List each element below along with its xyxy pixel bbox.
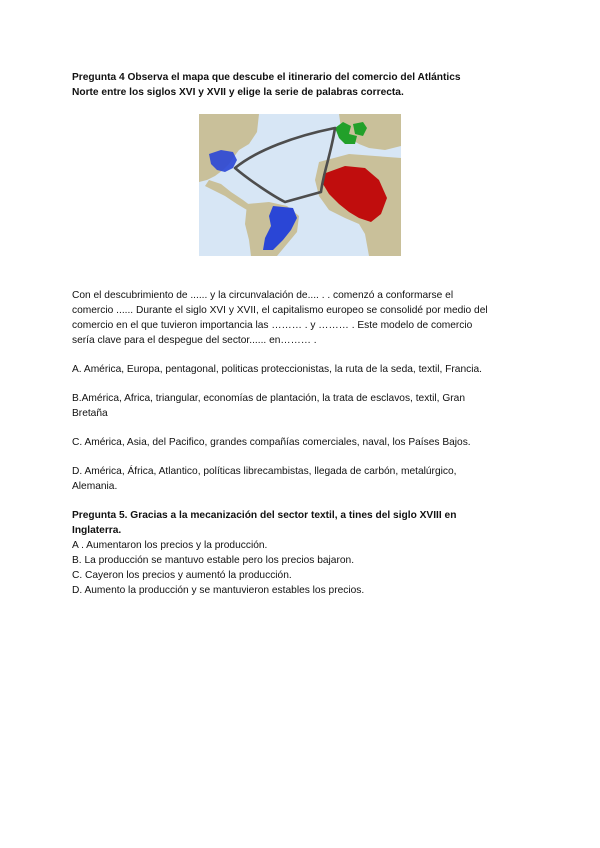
question-4-title-line-2: Norte entre los siglos XVI y XVII y elige la serie de palabras correcta. — [72, 87, 404, 98]
paragraph-line-3: comercio en el que tuvieron importancia las ……… . y ……… . Este modelo de comercio — [72, 320, 473, 331]
question-5-option-d: D. Aumento la producción y se mantuvieron estables los precios. — [72, 585, 365, 596]
option-d-line-1: D. América, África, Atlantico, políticas librecambistas, llegada de carbón, metalúrgico, — [72, 466, 457, 477]
question-5-title-line-1: Pregunta 5. Gracias a la mecanización del sector textil, a tines del siglo XVIII en — [72, 510, 457, 521]
question-4-title-line-1: Pregunta 4 Observa el mapa que descube el itinerario del comercio del Atlántics — [72, 72, 461, 83]
paragraph-line-1: Con el descubrimiento de ...... y la circunvalación de.... . . comenzó a conformarse el — [72, 290, 454, 301]
question-5-option-b: B. La producción se mantuvo estable pero los precios bajaron. — [72, 555, 355, 566]
option-d-line-2: Alemania. — [72, 481, 118, 492]
document-page — [72, 70, 532, 598]
question-4-option-d — [72, 464, 532, 494]
question-4-option-b — [72, 391, 532, 421]
question-4-option-c: C. América, Asia, del Pacifico, grandes compañías comerciales, naval, los Países Bajos. — [72, 437, 471, 448]
question-5-title — [72, 508, 532, 538]
question-4-paragraph — [72, 288, 532, 348]
paragraph-line-4: sería clave para el despegue del sector...... en……… . — [72, 335, 317, 346]
paragraph-line-2: comercio ...... Durante el siglo XVI y XVII, el capitalismo europeo se consolidé por medio del — [72, 305, 488, 316]
triangular-trade-map — [199, 114, 401, 256]
question-4-option-a: A. América, Europa, pentagonal, politicas proteccionistas, la ruta de la seda, textil, Francia. — [72, 364, 482, 375]
option-b-line-1: B.América, Africa, triangular, economías de plantación, la trata de esclavos, textil, Gran — [72, 393, 465, 404]
map-image — [199, 114, 401, 256]
question-5-option-c: C. Cayeron los precios y aumentó la producción. — [72, 570, 292, 581]
question-5-title-line-2: Inglaterra. — [72, 525, 122, 536]
question-5-option-a: A . Aumentaron los precios y la producción. — [72, 540, 268, 551]
question-4-title — [72, 70, 532, 100]
option-b-line-2: Bretaña — [72, 408, 108, 419]
